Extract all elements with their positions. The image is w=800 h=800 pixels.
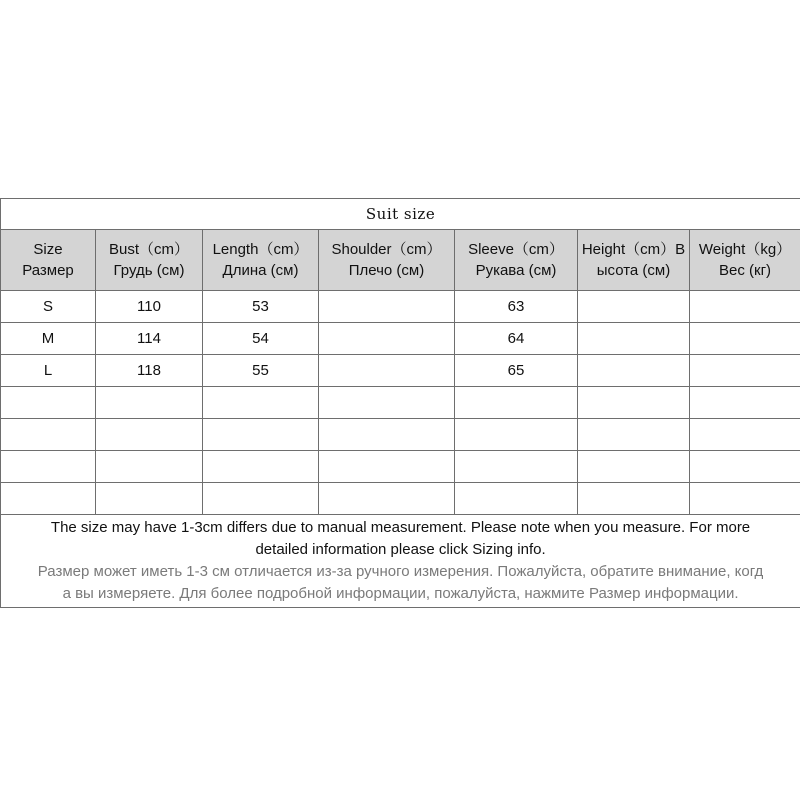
cell-weight bbox=[690, 451, 800, 483]
cell-height bbox=[578, 451, 690, 483]
header-length bbox=[203, 230, 319, 291]
cell-length bbox=[203, 483, 319, 515]
cell-sleeve bbox=[455, 419, 578, 451]
cell-shoulder bbox=[319, 355, 455, 387]
note-row bbox=[1, 515, 800, 608]
cell-length: 54 bbox=[203, 323, 319, 355]
table-row bbox=[1, 291, 800, 323]
header-shoulder-en: Shoulder（cm） bbox=[331, 241, 442, 258]
measurement-note bbox=[1, 515, 800, 608]
cell-bust bbox=[96, 419, 203, 451]
note-en-line: detailed information please click Sizing info. bbox=[255, 541, 546, 558]
header-weight-en: Weight（kg） bbox=[698, 241, 792, 258]
cell-weight bbox=[690, 291, 800, 323]
header-shoulder bbox=[319, 230, 455, 291]
cell-height bbox=[578, 291, 690, 323]
cell-size bbox=[1, 483, 96, 515]
cell-height bbox=[578, 323, 690, 355]
cell-sleeve: 64 bbox=[455, 323, 578, 355]
header-weight bbox=[690, 230, 800, 291]
cell-shoulder bbox=[319, 323, 455, 355]
table-row bbox=[1, 483, 800, 515]
cell-shoulder bbox=[319, 387, 455, 419]
header-size-ru: Размер bbox=[22, 262, 74, 279]
cell-bust bbox=[96, 387, 203, 419]
cell-sleeve bbox=[455, 451, 578, 483]
cell-length bbox=[203, 451, 319, 483]
table-row bbox=[1, 419, 800, 451]
table-row bbox=[1, 451, 800, 483]
table-row bbox=[1, 355, 800, 387]
cell-size: L bbox=[1, 355, 96, 387]
header-height-ru: ысота (см) bbox=[596, 262, 671, 279]
header-size-en: Size bbox=[33, 241, 63, 258]
cell-length: 53 bbox=[203, 291, 319, 323]
title-row bbox=[1, 199, 800, 230]
cell-height bbox=[578, 483, 690, 515]
cell-length bbox=[203, 387, 319, 419]
cell-length: 55 bbox=[203, 355, 319, 387]
header-row bbox=[1, 230, 800, 291]
header-sleeve bbox=[455, 230, 578, 291]
cell-bust: 110 bbox=[96, 291, 203, 323]
cell-size bbox=[1, 419, 96, 451]
cell-shoulder bbox=[319, 291, 455, 323]
header-weight-ru: Вес (кг) bbox=[719, 262, 772, 279]
header-bust-en: Bust（cm） bbox=[108, 241, 189, 258]
header-sleeve-ru: Рукава (см) bbox=[475, 262, 557, 279]
cell-size: M bbox=[1, 323, 96, 355]
cell-shoulder bbox=[319, 419, 455, 451]
cell-sleeve: 65 bbox=[455, 355, 578, 387]
cell-size: S bbox=[1, 291, 96, 323]
cell-weight bbox=[690, 419, 800, 451]
cell-weight bbox=[690, 483, 800, 515]
header-shoulder-ru: Плечо (см) bbox=[348, 262, 425, 279]
note-en-line: The size may have 1-3cm differs due to manual measurement. Please note when you measure. For more bbox=[50, 519, 751, 536]
note-ru-line: Размер может иметь 1-3 см отличается из-за ручного измерения. Пожалуйста, обратите внимание, когд bbox=[37, 563, 764, 580]
header-bust-ru: Грудь (см) bbox=[113, 262, 185, 279]
cell-weight bbox=[690, 323, 800, 355]
cell-height bbox=[578, 419, 690, 451]
cell-sleeve: 63 bbox=[455, 291, 578, 323]
cell-height bbox=[578, 355, 690, 387]
cell-bust bbox=[96, 483, 203, 515]
cell-sleeve bbox=[455, 387, 578, 419]
header-sleeve-en: Sleeve（cm） bbox=[468, 241, 564, 258]
header-length-ru: Длина (см) bbox=[222, 262, 299, 279]
cell-bust: 114 bbox=[96, 323, 203, 355]
cell-shoulder bbox=[319, 483, 455, 515]
table-title: Suit size bbox=[1, 199, 800, 230]
cell-bust bbox=[96, 451, 203, 483]
cell-weight bbox=[690, 387, 800, 419]
cell-size bbox=[1, 387, 96, 419]
cell-length bbox=[203, 419, 319, 451]
note-ru-line: а вы измеряете. Для более подробной информации, пожалуйста, нажмите Размер информации. bbox=[62, 585, 739, 602]
table-row bbox=[1, 387, 800, 419]
header-length-en: Length（cm） bbox=[212, 241, 309, 258]
cell-bust: 118 bbox=[96, 355, 203, 387]
cell-weight bbox=[690, 355, 800, 387]
header-height-en: Height（cm）В bbox=[581, 241, 686, 258]
header-height bbox=[578, 230, 690, 291]
cell-sleeve bbox=[455, 483, 578, 515]
header-size bbox=[1, 230, 96, 291]
table-row bbox=[1, 323, 800, 355]
header-bust bbox=[96, 230, 203, 291]
cell-size bbox=[1, 451, 96, 483]
cell-height bbox=[578, 387, 690, 419]
cell-shoulder bbox=[319, 451, 455, 483]
size-chart-table bbox=[0, 198, 800, 608]
